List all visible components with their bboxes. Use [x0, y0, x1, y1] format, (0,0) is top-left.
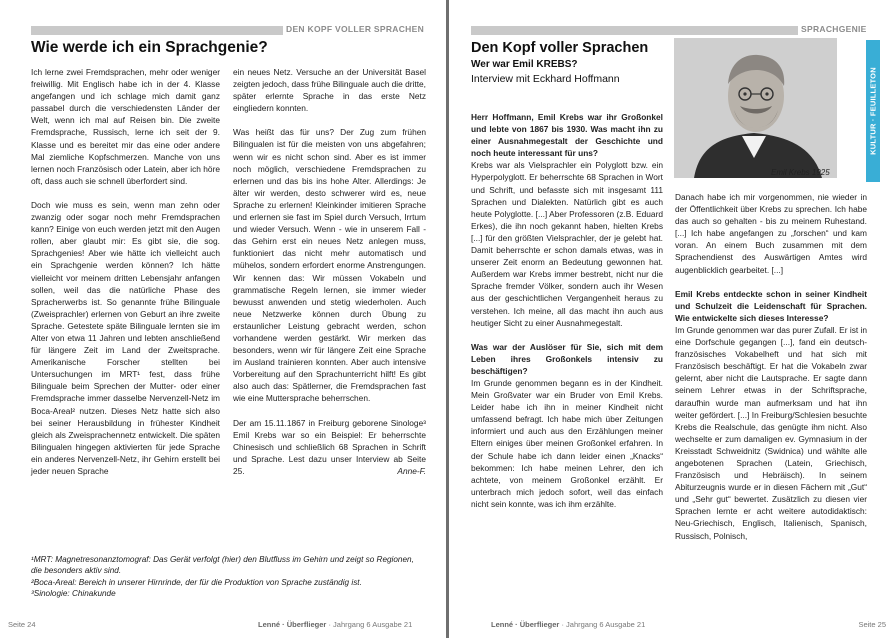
answer: Krebs war als Vielsprachler ein Polyglott bzw. ein Hyperpolyglott. Er beherrschte 68 Sprachen in Wort und Schrift, und befasste sich mit insgesamt 111 Sprachen und Dialekten. Natürlich gibt es auch heute Polyglotte. [...] Aber Professoren (z.B. Eduard Erkes), die ihn noch gekannt haben, hielten Krebs [...] für den größten Vielsprachler, der je gelebt hat. Damit beherrschte er schon damals etwas, was in unserer Zeit enorm an Bedeutung gewonnen hat. Außerdem war Krebs immer bestrebt, nicht nur die Sprache fremder Völker, sondern auch ihr Wesen aus der geschichtlichen Vergangenheit heraus zu verstehen. Ich meine, all das macht ihn auch aus heutiger Sicht zu einer Ausnahmegestalt.: [471, 160, 663, 328]
answer: Im Grunde genommen war das purer Zufall. Er ist in eine Dorfschule gegangen [...], fand ein deutsch-französisches Vokabelheft und hat sich mit Französisch beschäftigt. Er hat die Vokabeln zwar gelernt, aber nicht die Lautsprache. Er sagte dann seinem Lehrer etwas in der Schriftsprache, daraufhin wurde man aufmerksam und hat ihn weiter gefördert. [...] In Freiburg/Schlesien besuchte Krebs die Realschule, das genügte ihm nicht. Also wechselte er zum damaligen ev. Gymnasium in der Kreisstadt Schweidnitz (Swidnica) und wählte alle angebotenen Sprachen (Latein, Griechisch, Französisch und Hebräisch). In seinem Abiturzeugnis wurde er in diesen Fächern mit „Gut“ und „Sehr gut“ bewertet. Zusätzlich zu diesen vier Sprachen lernte er acht weitere autodidaktisch: Neu-Griechisch, Englisch, Italienisch, Spanisch, Russisch, Polnisch,: [675, 324, 867, 541]
article-title: Wie werde ich ein Sprachgenie?: [31, 39, 268, 56]
footnote: ²Boca-Areal: Bereich in unserer Hirnrinde, der für die Produktion von Sprache zuständig ist.: [31, 577, 362, 587]
interview-subtitle: Wer war Emil KREBS?: [471, 59, 578, 70]
page-number: Seite 25: [858, 620, 886, 629]
publication-name: Lenné · Überflieger: [258, 620, 327, 629]
paragraph: Was heißt das für uns? Der Zug zum frühen Bilingualen ist für die meisten von uns abgefahren; wenn wir es nicht schon sind. Aber es ist immer noch möglich, verschiedene Fremdsprachen zu erlernen und das bis ins hohe Alter. Allerdings: Je älter wir werden, desto schwerer wird es, neue Sprache zu erlernen! Kleinkinder imitieren Sprache und erlernen sie fast im Spiel durch Versuch, Irrtum und wieder Versuch. Wenn - wie in unserem Fall - das Gehirn erst ein neues Netz anlegen muss, funktioniert das nicht mehr automatisch und mühelos, sondern erfordert enorme Anstrengungen. Wir kennen das: Wir müssen Vokabeln und grammatische Regeln lernen, sie immer wieder bewusst anwenden und stetig wiederholen. Auch neue Netzwerke können durch Übung zu erstaunlicher Leistung gebracht werden, schon vorhandene werden gestärkt. Wir merken das besonders, wenn wir für längere Zeit eine Sprache im Ausland trainieren konnten. Aber auch intensive Vorbereitung auf den Sprachunterricht hilft! Es gibt also auch das: Spätlerner, die Fremdsprachen fast wie eine Muttersprache beherrschen.: [233, 127, 426, 404]
portrait-photo: [674, 38, 837, 178]
paragraph: ein neues Netz. Versuche an der Universität Basel zeigten jedoch, dass frühe Bilinguale auch die dritte, später erlernte Sprache in das erste Netz eingliedern konnten.: [233, 67, 426, 114]
right-column-1: [471, 111, 663, 510]
answer: Im Grunde genommen begann es in der Kindheit. Mein Großvater war ein Bruder von Emil Krebs. Leider habe ich ihn in meiner Kindheit nicht umfassend befragt. Ich habe mich über Zeitungen informiert und auch aus den Erzählungen meiner Eltern einiges über meinen Großonkel erfahren. In der Schule habe ich dann leider einen „Knacks“ bekommen: Ich habe meinen Lehrer, den ich achtete, von meinem Großonkel erzählt. Er unterbrach mich jedoch sofort, weil das einfach nicht sein konnte, was ich ihm erzählte.: [471, 377, 663, 509]
left-page: [0, 0, 446, 638]
page-number: Seite 24: [8, 620, 36, 629]
paragraph: Doch wie muss es sein, wenn man zehn oder zwanzig oder sogar noch mehr Fremdsprachen kann? Einige von euch werden jetzt mit den Augen rollen, aber glaubt mir: Es gibt sie, die sog. Sprachgenies! Aber wie hätte ich vielleicht auch ein Sprachgenie werden können? Ich hätte vielleicht vor meinem dritten Lebensjahr anfangen sollen, weil das die natürliche Phase des Spracherwerbs ist. So genannte frühe Bilinguale (Zweisprachler) erlernen von Geburt an ihre zweite Sprache. Getestete späte Bilinguale lernten sie im Alter von etwa 11 Jahren und lebten anschließend für längere Zeit im Land der Zweitsprache. Amerikanische Forscher stellten bei Untersuchungen im MRT¹ fest, dass frühe Bilinguale beim Sprechen der Mutter- oder einer Fremdsprache immer dasselbe Nervenzell-Netz im Boca-Areal² nutzen. Dieses Netz hatte sich also bei seiner Herausbildung in frühester Kindheit gleich als Zweisprachennetz entwickelt. Die späten Bilingualen hingegen aktivierten für jede Sprache ein anderes Nervenzell-Netz, ihr Gehirn erstellt bei jeder neuen Sprache: [31, 199, 220, 476]
question: Emil Krebs entdeckte schon in seiner Kindheit und Schulzeit die Leidenschaft für Sprachen. Wie entwickelte sich dieses Interesse?: [675, 288, 867, 323]
section-tab: [866, 40, 880, 182]
right-page: [449, 0, 896, 638]
question: Was war der Auslöser für Sie, sich mit dem Leben ihres Großonkels intensiv zu beschäftigen?: [471, 341, 663, 376]
paragraph: Der am 15.11.1867 in Freiburg geborene Sinologe³ Emil Krebs war so ein Beispiel: Er beherrschte Chinesisch und schließlich 68 Sprachen in Schrift und Sprache. Lest dazu unser Interview ab Seite 25.: [233, 417, 426, 476]
interview-title: Den Kopf voller Sprachen: [471, 40, 649, 56]
publication-line: [258, 620, 412, 629]
publication-line: [491, 620, 645, 629]
section-tab-label: KULTUR · FEUILLETON: [868, 67, 878, 155]
interview-byline: Interview mit Eckhard Hoffmann: [471, 73, 620, 85]
left-column-2: [233, 66, 426, 477]
publication-issue: · Jahrgang 6 Ausgabe 21: [326, 620, 413, 629]
paragraph: Ich lerne zwei Fremdsprachen, mehr oder weniger freiwillig. Mit Englisch habe ich in der 4. Klasse angefangen und ich schlage mich damit ganz passabel durch die verschiedensten Länder der Welt, wenn ich mal auf Reisen bin. Die zweite Fremdsprache, Russisch, lerne ich seit der 9. Klasse und es bereitet mir das eine oder andere Mal ziemliche Kopfschmerzen. Manche von uns lernen noch Französisch oder Latein, aber ich höre oft, dass auch sie schnell überfordert sind.: [31, 67, 220, 186]
running-head: SPRACHGENIE: [798, 23, 870, 35]
photo-caption: Emil Krebs 1925: [771, 168, 830, 177]
right-column-2: [675, 191, 867, 542]
footnotes: [31, 554, 426, 599]
publication-issue: · Jahrgang 6 Ausgabe 21: [559, 620, 646, 629]
question: Herr Hoffmann, Emil Krebs war ihr Großonkel und lebte von 1867 bis 1930. Was macht ihn zu einer Ausnahmegestalt der Geschichte und noch heute interessant für uns?: [471, 112, 663, 159]
author: Anne-F.: [397, 466, 426, 476]
left-column-1: [31, 66, 220, 477]
publication-name: Lenné · Überflieger: [491, 620, 560, 629]
footnote: ³Sinologie: Chinakunde: [31, 588, 116, 598]
portrait-image: [674, 38, 837, 178]
running-head: DEN KOPF VOLLER SPRACHEN: [283, 23, 427, 35]
footnote: ¹MRT: Magnetresonanztomograf: Das Gerät verfolgt (hier) den Blutfluss im Gehirn und zeigt so Regionen, die besonders aktiv sind.: [31, 555, 414, 576]
answer: Danach habe ich mir vorgenommen, nie wieder in der Öffentlichkeit über Krebs zu sprechen. Ich habe das auch so gehalten - bis zu meinem Ruhestand. [...] Ich habe angefangen zu „forschen“ und kam voran. An einem Buch zusammen mit dem Sprachendienst des Auswärtigen Amtes wird augenblicklich gearbeitet. [...]: [675, 192, 867, 275]
